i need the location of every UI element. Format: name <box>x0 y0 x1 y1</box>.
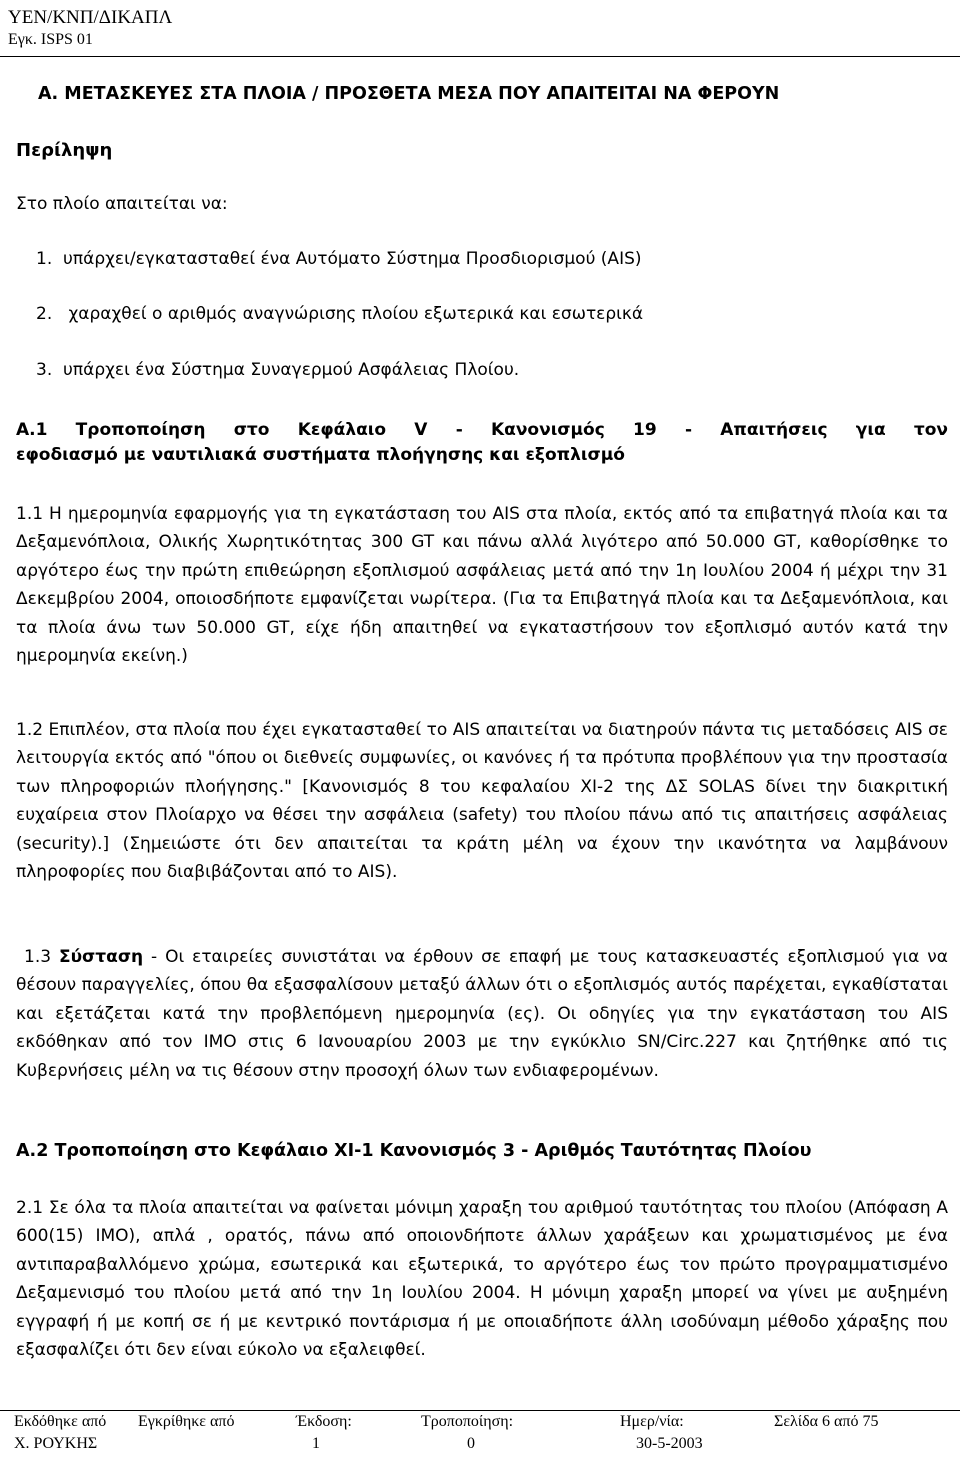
footer-page-label: Σελίδα 6 από 75 <box>774 1413 879 1430</box>
footer-empty-cell <box>760 1433 960 1455</box>
requirement-text: υπάρχει/εγκατασταθεί ένα Αυτόματο Σύστημα Προσδιορισμού (AIS) <box>63 249 642 269</box>
paragraph-1-1: 1.1 Η ημερομηνία εφαρμογής για τη εγκατάσταση του AIS στα πλοία, εκτός από τα επιβατηγά πλοία και τα Δεξαμενόπλοια, Ολικής Χωρητικότητας 300 GT και πάνω αλλά λιγότερο από 50.000 GT, καθορίσθηκε το αργότερο έως την πρώτη επιθεώρηση εξοπλισμού ασφάλειας μετά από την 1η Ιουλίου 2004 ή μέχρι την 31 Δεκεμβρίου 2004, οποιοσδήποτε εμφανίζεται νωρίτερα. (Για τα Επιβατηγά πλοία και τα Δεξαμενόπλοια, και τα πλοία άνω των 50.000 GT, είχε ήδη απαιτηθεί να εγκαταστήσουν τον εξοπλισμό αυτόν κατά την ημερομηνία εκείνη.) <box>16 504 948 667</box>
header-org: ΥΕΝ/ΚΝΠ/ΔΙΚΑΠΛ <box>8 7 173 28</box>
paragraph-text: - Οι εταιρείες συνιστάται να έρθουν σε επαφή με τους κατασκευαστές εξοπλισμού για να θέσουν παραγγελίες, όπου θα εξασφαλίσουν μεταξύ άλλων ότι ο εξοπλισμός αυτός παρέχεται, εγκαθίσταται και εξετάζεται κατά την προβλεπόμενη ημερομηνία (ες). Οι οδηγίες για την εγκατάσταση του AIS εκδόθηκαν από τον IMO στις 6 Ιανουαρίου 2003 με την εγκύκλιο SN/Circ.227 και ζητήθηκε από τις Κυβερνήσεις μέλη να τις θέσουν στην προσοχή όλων των ενδιαφερομένων. <box>16 947 948 1081</box>
footer-approved-by-label: Εγκρίθηκε από <box>138 1413 235 1430</box>
footer-edition: 1 <box>312 1435 320 1452</box>
document-header <box>8 6 172 50</box>
intro-text: Στο πλοίο απαιτείται να: <box>16 194 228 214</box>
footer-approved-by <box>124 1433 282 1455</box>
paragraph-2-1: 2.1 Σε όλα τα πλοία απαιτείται να φαίνεται μόνιμη χαραξη του αριθμού ταυτότητας του πλοίου (Απόφαση Α 600(15) ΙΜΟ), απλά , ορατός, πάνω από οποιονδήποτε άλλων χαράξεων και χρωματισμένος με ένα αντιπαραβαλλόμενο χρώμα, εσωτερικά και εξωτερικά, το αργότερο έως τον πρώτο προγραμματισμένο Δεξαμενισμό του πλοίου μετά από την 1η Ιουλίου 2004. Η μόνιμη χαραξη μπορεί να γίνει με αυξημένη εγγραφή ή με κοπή σε ή με κεντρικό ποντάρισμα ή με οποιαδήποτε άλλη ισοδύναμη μέθοδο χάραξης που εξασφαλίζει ότι δεν είναι εύκολο να εξαλειφθεί. <box>16 1198 948 1361</box>
requirement-text: χαραχθεί ο αριθμός αναγνώρισης πλοίου εξωτερικά και εσωτερικά <box>68 304 644 324</box>
footer-issued-by-label: Εκδόθηκε από <box>14 1413 107 1430</box>
recommendation-label: Σύσταση <box>58 947 144 967</box>
footer-revision: 0 <box>467 1435 475 1452</box>
section-title: Α. ΜΕΤΑΣΚΕΥΕΣ ΣΤΑ ΠΛΟΙΑ / ΠΡΟΣΘΕΤΑ ΜΕΣΑ ΠΟΥ ΑΠΑΙΤΕΙΤΑΙ ΝΑ ΦΕΡΟΥΝ <box>38 84 780 104</box>
requirement-item <box>36 249 642 269</box>
a1-heading-line2: εφοδιασμό με ναυτιλιακά συστήματα πλοήγησης και εξοπλισμό <box>16 445 625 465</box>
paragraph-1-3 <box>16 943 948 1085</box>
footer-revision-label: Τροποποίηση: <box>421 1413 514 1430</box>
a2-heading: Α.2 Τροποποίηση στο Κεφάλαιο XI-1 Κανονισμός 3 - Αριθμός Ταυτότητας Πλοίου <box>16 1141 812 1161</box>
summary-heading: Περίληψη <box>16 140 113 161</box>
footer-issued-by: Χ. ΡΟΥΚΗΣ <box>14 1435 98 1452</box>
paragraph-1-2: 1.2 Επιπλέον, στα πλοία που έχει εγκατασταθεί το AIS απαιτείται να διατηρούν πάντα τις μεταδόσεις AIS σε λειτουργία εκτός από "όπου οι διεθνείς συμφωνίες, οι κανόνες ή τα πρότυπα προβλέπουν για την προστασία των πληροφοριών πλοήγησης." [Κανονισμός 8 του κεφαλαίου XI-2 της ΔΣ SOLAS δίνει την διακριτική ευχαίρεια στον Πλοίαρχο να θέσει την ασφάλεια (safety) του πλοίου πάνω από τις απαιτήσεις ασφάλειας (security).] (Σημειώστε ότι δεν απαιτείται τα κράτη μέλη να έχουν την ικανότητα να λαμβάνουν πληροφορίες που διαβιβάζονται από το AIS). <box>16 720 948 883</box>
header-divider <box>0 56 960 57</box>
requirement-number: 3. <box>36 360 53 380</box>
footer-date-label: Ημερ/νία: <box>620 1413 684 1430</box>
header-doc-code: Εγκ. ISPS 01 <box>8 31 93 48</box>
footer-edition-label: Έκδοση: <box>296 1413 352 1430</box>
a1-heading-line1: Α.1 Τροποποίηση στο Κεφάλαιο V - Κανονισμός 19 - Απαιτήσεις για τον <box>16 420 948 440</box>
requirement-text: υπάρχει ένα Σύστημα Συναγερμού Ασφάλειας Πλοίου. <box>63 360 520 380</box>
requirement-item <box>36 304 643 324</box>
requirement-number: 2. <box>36 304 53 324</box>
paragraph-number: 1.3 <box>24 947 52 967</box>
requirement-number: 1. <box>36 249 53 269</box>
document-footer <box>0 1411 960 1455</box>
requirement-item <box>36 360 519 380</box>
footer-date: 30-5-2003 <box>636 1435 703 1452</box>
